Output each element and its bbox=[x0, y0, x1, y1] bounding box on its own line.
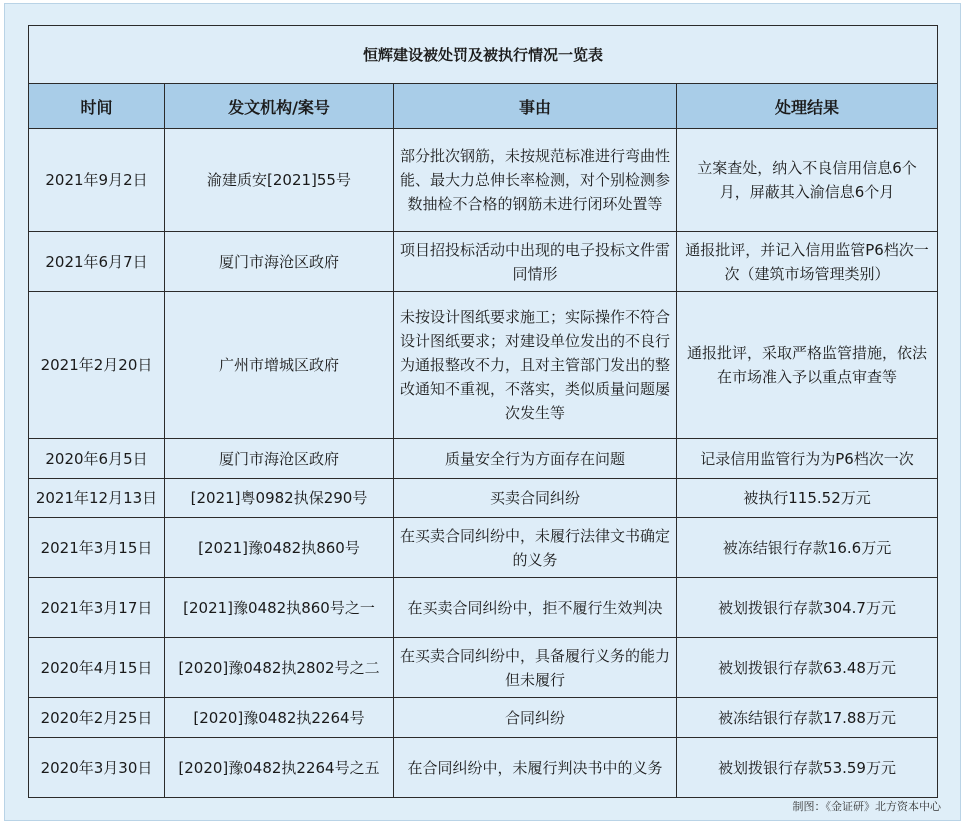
cell-reason: 质量安全行为方面存在问题 bbox=[394, 439, 677, 479]
cell-org: [2020]豫0482执2264号之五 bbox=[165, 738, 394, 798]
source-credit: 制图：《金证研》北方资本中心 bbox=[792, 800, 941, 813]
cell-date: 2020年4月15日 bbox=[29, 638, 165, 698]
cell-date: 2021年6月7日 bbox=[29, 232, 165, 292]
table-title: 恒辉建设被处罚及被执行情况一览表 bbox=[29, 26, 938, 84]
cell-date: 2021年3月15日 bbox=[29, 518, 165, 578]
cell-org: 广州市增城区政府 bbox=[165, 292, 394, 439]
cell-reason: 在买卖合同纠纷中，拒不履行生效判决 bbox=[394, 578, 677, 638]
header-reason: 事由 bbox=[394, 84, 677, 129]
table-row bbox=[29, 578, 938, 638]
cell-result: 通报批评，采取严格监管措施，依法在市场准入予以重点审查等 bbox=[677, 292, 938, 439]
cell-date: 2020年6月5日 bbox=[29, 439, 165, 479]
cell-reason: 项目招投标活动中出现的电子投标文件雷同情形 bbox=[394, 232, 677, 292]
cell-result: 被划拨银行存款304.7万元 bbox=[677, 578, 938, 638]
table-row bbox=[29, 129, 938, 232]
table-row bbox=[29, 698, 938, 738]
header-row bbox=[29, 84, 938, 129]
cell-org: [2020]豫0482执2802号之二 bbox=[165, 638, 394, 698]
cell-date: 2021年12月13日 bbox=[29, 479, 165, 518]
table-row bbox=[29, 439, 938, 479]
cell-result: 记录信用监管行为为P6档次一次 bbox=[677, 439, 938, 479]
table-row bbox=[29, 638, 938, 698]
cell-org: 厦门市海沧区政府 bbox=[165, 232, 394, 292]
cell-result: 被冻结银行存款16.6万元 bbox=[677, 518, 938, 578]
cell-reason: 部分批次钢筋，未按规范标准进行弯曲性能、最大力总伸长率检测，对个别检测参数抽检不合格的钢筋未进行闭环处置等 bbox=[394, 129, 677, 232]
cell-org: [2021]粤0982执保290号 bbox=[165, 479, 394, 518]
cell-reason: 买卖合同纠纷 bbox=[394, 479, 677, 518]
cell-reason: 合同纠纷 bbox=[394, 698, 677, 738]
cell-reason: 未按设计图纸要求施工；实际操作不符合设计图纸要求；对建设单位发出的不良行为通报整改不力，且对主管部门发出的整改通知不重视，不落实，类似质量问题屡次发生等 bbox=[394, 292, 677, 439]
cell-org: 厦门市海沧区政府 bbox=[165, 439, 394, 479]
table-row bbox=[29, 292, 938, 439]
penalty-table bbox=[28, 25, 938, 798]
cell-org: [2020]豫0482执2264号 bbox=[165, 698, 394, 738]
table-row bbox=[29, 232, 938, 292]
cell-date: 2021年9月2日 bbox=[29, 129, 165, 232]
table-row bbox=[29, 479, 938, 518]
cell-result: 通报批评，并记入信用监管P6档次一次（建筑市场管理类别） bbox=[677, 232, 938, 292]
cell-result: 被划拨银行存款63.48万元 bbox=[677, 638, 938, 698]
cell-reason: 在合同纠纷中，未履行判决书中的义务 bbox=[394, 738, 677, 798]
table-row bbox=[29, 518, 938, 578]
cell-result: 被冻结银行存款17.88万元 bbox=[677, 698, 938, 738]
header-org: 发文机构/案号 bbox=[165, 84, 394, 129]
cell-reason: 在买卖合同纠纷中，具备履行义务的能力但未履行 bbox=[394, 638, 677, 698]
header-date: 时间 bbox=[29, 84, 165, 129]
cell-date: 2020年3月30日 bbox=[29, 738, 165, 798]
cell-org: [2021]豫0482执860号之一 bbox=[165, 578, 394, 638]
cell-date: 2020年2月25日 bbox=[29, 698, 165, 738]
cell-date: 2021年3月17日 bbox=[29, 578, 165, 638]
header-result: 处理结果 bbox=[677, 84, 938, 129]
cell-reason: 在买卖合同纠纷中，未履行法律文书确定的义务 bbox=[394, 518, 677, 578]
cell-date: 2021年2月20日 bbox=[29, 292, 165, 439]
cell-result: 立案查处，纳入不良信用信息6个月，屏蔽其入渝信息6个月 bbox=[677, 129, 938, 232]
cell-org: [2021]豫0482执860号 bbox=[165, 518, 394, 578]
cell-org: 渝建质安[2021]55号 bbox=[165, 129, 394, 232]
cell-result: 被执行115.52万元 bbox=[677, 479, 938, 518]
table-row bbox=[29, 738, 938, 798]
cell-result: 被划拨银行存款53.59万元 bbox=[677, 738, 938, 798]
